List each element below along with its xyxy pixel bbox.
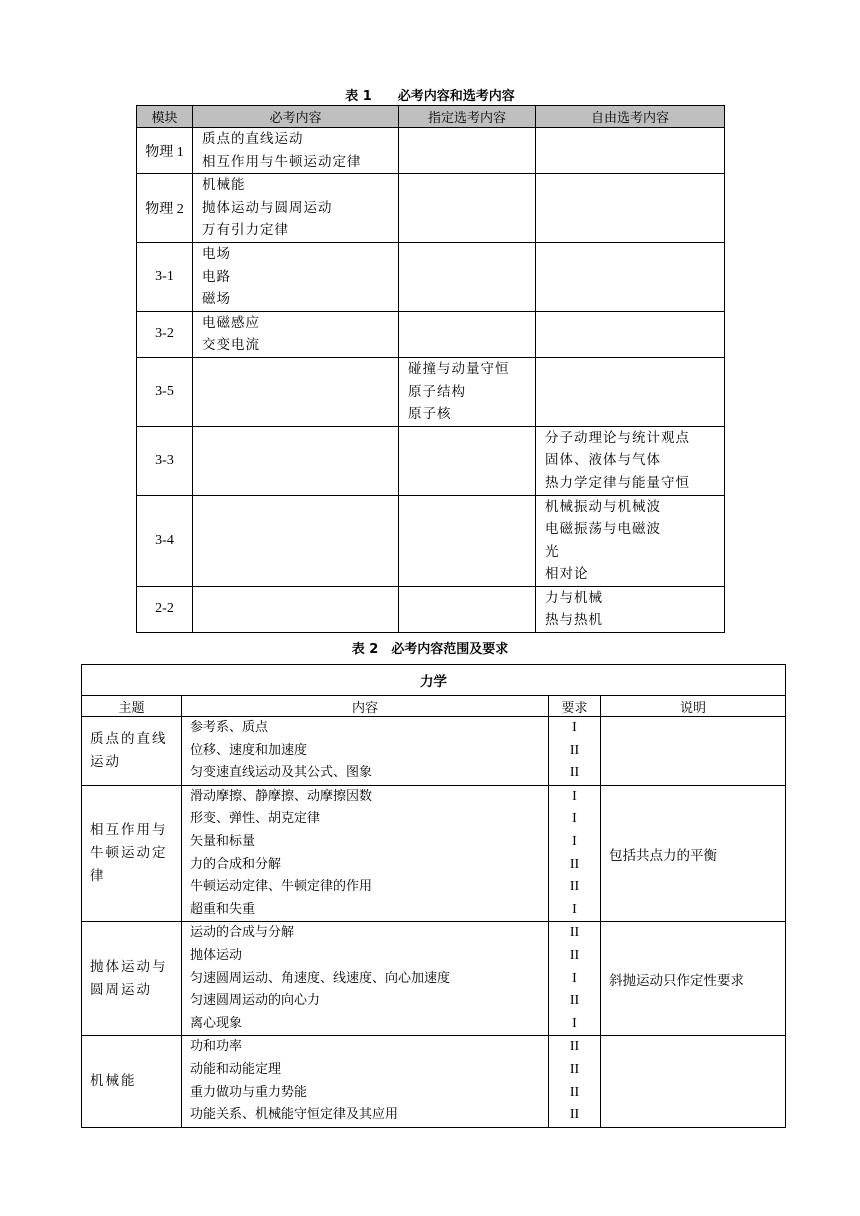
content-cell-line: 超重和失重 <box>190 901 256 917</box>
content-cell <box>182 922 549 1036</box>
level-cell-line: II <box>569 879 580 895</box>
table1-row <box>137 242 725 311</box>
level-cell-line: I <box>572 970 577 986</box>
module-cell: 3-4 <box>137 495 193 586</box>
free-cell-line: 相对论 <box>545 566 589 583</box>
content-cell-line: 匀速圆周运动的向心力 <box>190 993 321 1009</box>
table1-header-designated: 指定选考内容 <box>399 106 536 128</box>
table2-header-row <box>82 696 786 717</box>
required-cell <box>193 495 399 586</box>
level-cell-line: II <box>569 993 580 1009</box>
designated-cell <box>399 242 536 311</box>
module-cell: 3-5 <box>137 357 193 426</box>
level-cell <box>549 785 601 922</box>
level-cell-line: I <box>572 720 577 735</box>
topic-cell-line: 圆周运动 <box>90 981 152 998</box>
required-cell <box>193 586 399 632</box>
topic-cell-line: 抛体运动与 <box>90 958 168 975</box>
topic-cell <box>82 1036 182 1127</box>
designated-cell-line: 碰撞与动量守恒 <box>408 360 510 377</box>
note-cell <box>601 717 786 786</box>
table1-required-elective <box>136 105 725 633</box>
content-cell-line: 位移、速度和加速度 <box>190 742 308 758</box>
table2-section-row <box>82 665 786 696</box>
table1-header-row <box>137 106 725 128</box>
content-cell-line: 运动的合成与分解 <box>190 925 295 941</box>
level-cell-line: I <box>572 901 577 917</box>
free-cell-line: 固体、液体与气体 <box>545 452 661 469</box>
required-cell-line: 质点的直线运动 <box>202 131 304 147</box>
table2-caption: 表 2 必考内容范围及要求 <box>351 642 509 657</box>
topic-cell <box>82 785 182 922</box>
topic-cell-line: 运动 <box>90 753 121 770</box>
free-cell-line: 光 <box>545 543 560 560</box>
level-cell-line: II <box>569 765 580 781</box>
required-cell <box>193 242 399 311</box>
level-cell-line: II <box>569 1084 580 1100</box>
free-cell-line: 机械振动与机械波 <box>545 498 661 515</box>
content-cell-line: 力的合成和分解 <box>190 856 282 872</box>
content-cell <box>182 785 549 922</box>
designated-cell <box>399 357 536 426</box>
level-cell-line: II <box>569 856 580 872</box>
content-cell-line: 参考系、质点 <box>190 720 269 735</box>
table1-body <box>137 128 725 633</box>
table1-row <box>137 311 725 357</box>
level-cell <box>549 717 601 786</box>
designated-cell <box>399 586 536 632</box>
content-cell-line: 匀变速直线运动及其公式、图象 <box>190 765 373 781</box>
required-cell <box>193 128 399 174</box>
content-cell-line: 离心现象 <box>190 1015 243 1031</box>
table1-row <box>137 128 725 174</box>
topic-cell-line: 律 <box>90 868 106 885</box>
content-cell-line: 形变、弹性、胡克定律 <box>190 811 321 827</box>
table1-row <box>137 426 725 495</box>
topic-cell <box>82 922 182 1036</box>
required-cell-line: 相互作用与牛顿运动定律 <box>202 153 362 170</box>
topic-cell-line: 机械能 <box>90 1073 137 1089</box>
table2-body <box>82 665 786 1128</box>
table1-row <box>137 357 725 426</box>
module-cell: 3-3 <box>137 426 193 495</box>
level-cell <box>549 1036 601 1127</box>
table2-header-topic: 主题 <box>82 696 182 717</box>
table1-header-required: 必考内容 <box>193 106 399 128</box>
required-cell <box>193 311 399 357</box>
content-cell-line: 滑动摩擦、静摩擦、动摩擦因数 <box>190 788 373 804</box>
required-cell-line: 万有引力定律 <box>202 222 289 239</box>
note-cell: 包括共点力的平衡 <box>601 785 786 922</box>
free-cell <box>536 426 725 495</box>
note-cell <box>601 1036 786 1127</box>
level-cell-line: II <box>569 1107 580 1123</box>
topic-cell-line: 相互作用与 <box>90 822 168 839</box>
free-cell <box>536 128 725 174</box>
content-cell <box>182 717 549 786</box>
designated-cell-line: 原子结构 <box>408 383 466 400</box>
content-cell-line: 抛体运动 <box>190 947 243 963</box>
required-cell-line: 机械能 <box>202 177 246 194</box>
table1-row <box>137 174 725 243</box>
content-cell-line: 匀速圆周运动、角速度、线速度、向心加速度 <box>190 970 451 986</box>
free-cell <box>536 495 725 586</box>
table2-group-row <box>82 922 786 1036</box>
table2-header-note: 说明 <box>601 696 786 717</box>
content-cell-line: 动能和动能定理 <box>190 1061 282 1077</box>
free-cell-line: 力与机械 <box>545 589 603 606</box>
required-cell-line: 磁场 <box>202 291 231 308</box>
table2-group-row <box>82 785 786 922</box>
designated-cell <box>399 426 536 495</box>
module-cell: 3-2 <box>137 311 193 357</box>
free-cell-line: 热力学定律与能量守恒 <box>545 474 690 491</box>
level-cell-line: I <box>572 1015 577 1031</box>
table2-section-title: 力学 <box>82 665 786 696</box>
designated-cell <box>399 128 536 174</box>
table2-scope-requirements <box>81 664 786 1128</box>
table2-header-content: 内容 <box>182 696 549 717</box>
table2-group-row <box>82 1036 786 1127</box>
free-cell-line: 电磁振荡与电磁波 <box>545 521 661 538</box>
level-cell-line: I <box>572 788 577 804</box>
free-cell <box>536 242 725 311</box>
level-cell-line: II <box>569 742 580 758</box>
free-cell <box>536 311 725 357</box>
module-cell: 3-1 <box>137 242 193 311</box>
designated-cell <box>399 174 536 243</box>
content-cell-line: 重力做功与重力势能 <box>190 1084 308 1100</box>
required-cell-line: 电场 <box>202 245 231 262</box>
table1-caption: 表 1 必考内容和选考内容 <box>345 89 515 104</box>
topic-cell <box>82 717 182 786</box>
free-cell <box>536 174 725 243</box>
required-cell-line: 交变电流 <box>202 337 260 354</box>
note-cell: 斜抛运动只作定性要求 <box>601 922 786 1036</box>
content-cell-line: 功能关系、机械能守恒定律及其应用 <box>190 1107 399 1123</box>
free-cell-line: 分子动理论与统计观点 <box>545 429 690 446</box>
level-cell-line: II <box>569 1061 580 1077</box>
topic-cell-line: 牛顿运动定 <box>90 845 168 862</box>
level-cell-line: II <box>569 947 580 963</box>
module-cell: 物理 2 <box>137 174 193 243</box>
designated-cell-line: 原子核 <box>408 406 452 423</box>
content-cell-line: 功和功率 <box>190 1039 243 1055</box>
required-cell <box>193 174 399 243</box>
designated-cell <box>399 495 536 586</box>
level-cell-line: II <box>569 1039 580 1055</box>
table2-group-row <box>82 717 786 786</box>
free-cell <box>536 586 725 632</box>
content-cell <box>182 1036 549 1127</box>
module-cell: 2-2 <box>137 586 193 632</box>
table1-row <box>137 586 725 632</box>
table1-header-free: 自由选考内容 <box>536 106 725 128</box>
designated-cell <box>399 311 536 357</box>
table1-header-module: 模块 <box>137 106 193 128</box>
free-cell <box>536 357 725 426</box>
table1-row <box>137 495 725 586</box>
content-cell-line: 牛顿运动定律、牛顿定律的作用 <box>190 879 373 895</box>
level-cell <box>549 922 601 1036</box>
table2-header-level: 要求 <box>549 696 601 717</box>
required-cell-line: 电路 <box>202 268 231 285</box>
required-cell-line: 抛体运动与圆周运动 <box>202 199 333 216</box>
free-cell-line: 热与热机 <box>545 612 603 629</box>
level-cell-line: II <box>569 925 580 941</box>
required-cell-line: 电磁感应 <box>202 314 260 331</box>
module-cell: 物理 1 <box>137 128 193 174</box>
level-cell-line: I <box>572 833 577 849</box>
content-cell-line: 矢量和标量 <box>190 833 256 849</box>
level-cell-line: I <box>572 811 577 827</box>
required-cell <box>193 357 399 426</box>
topic-cell-line: 质点的直线 <box>90 730 168 747</box>
required-cell <box>193 426 399 495</box>
